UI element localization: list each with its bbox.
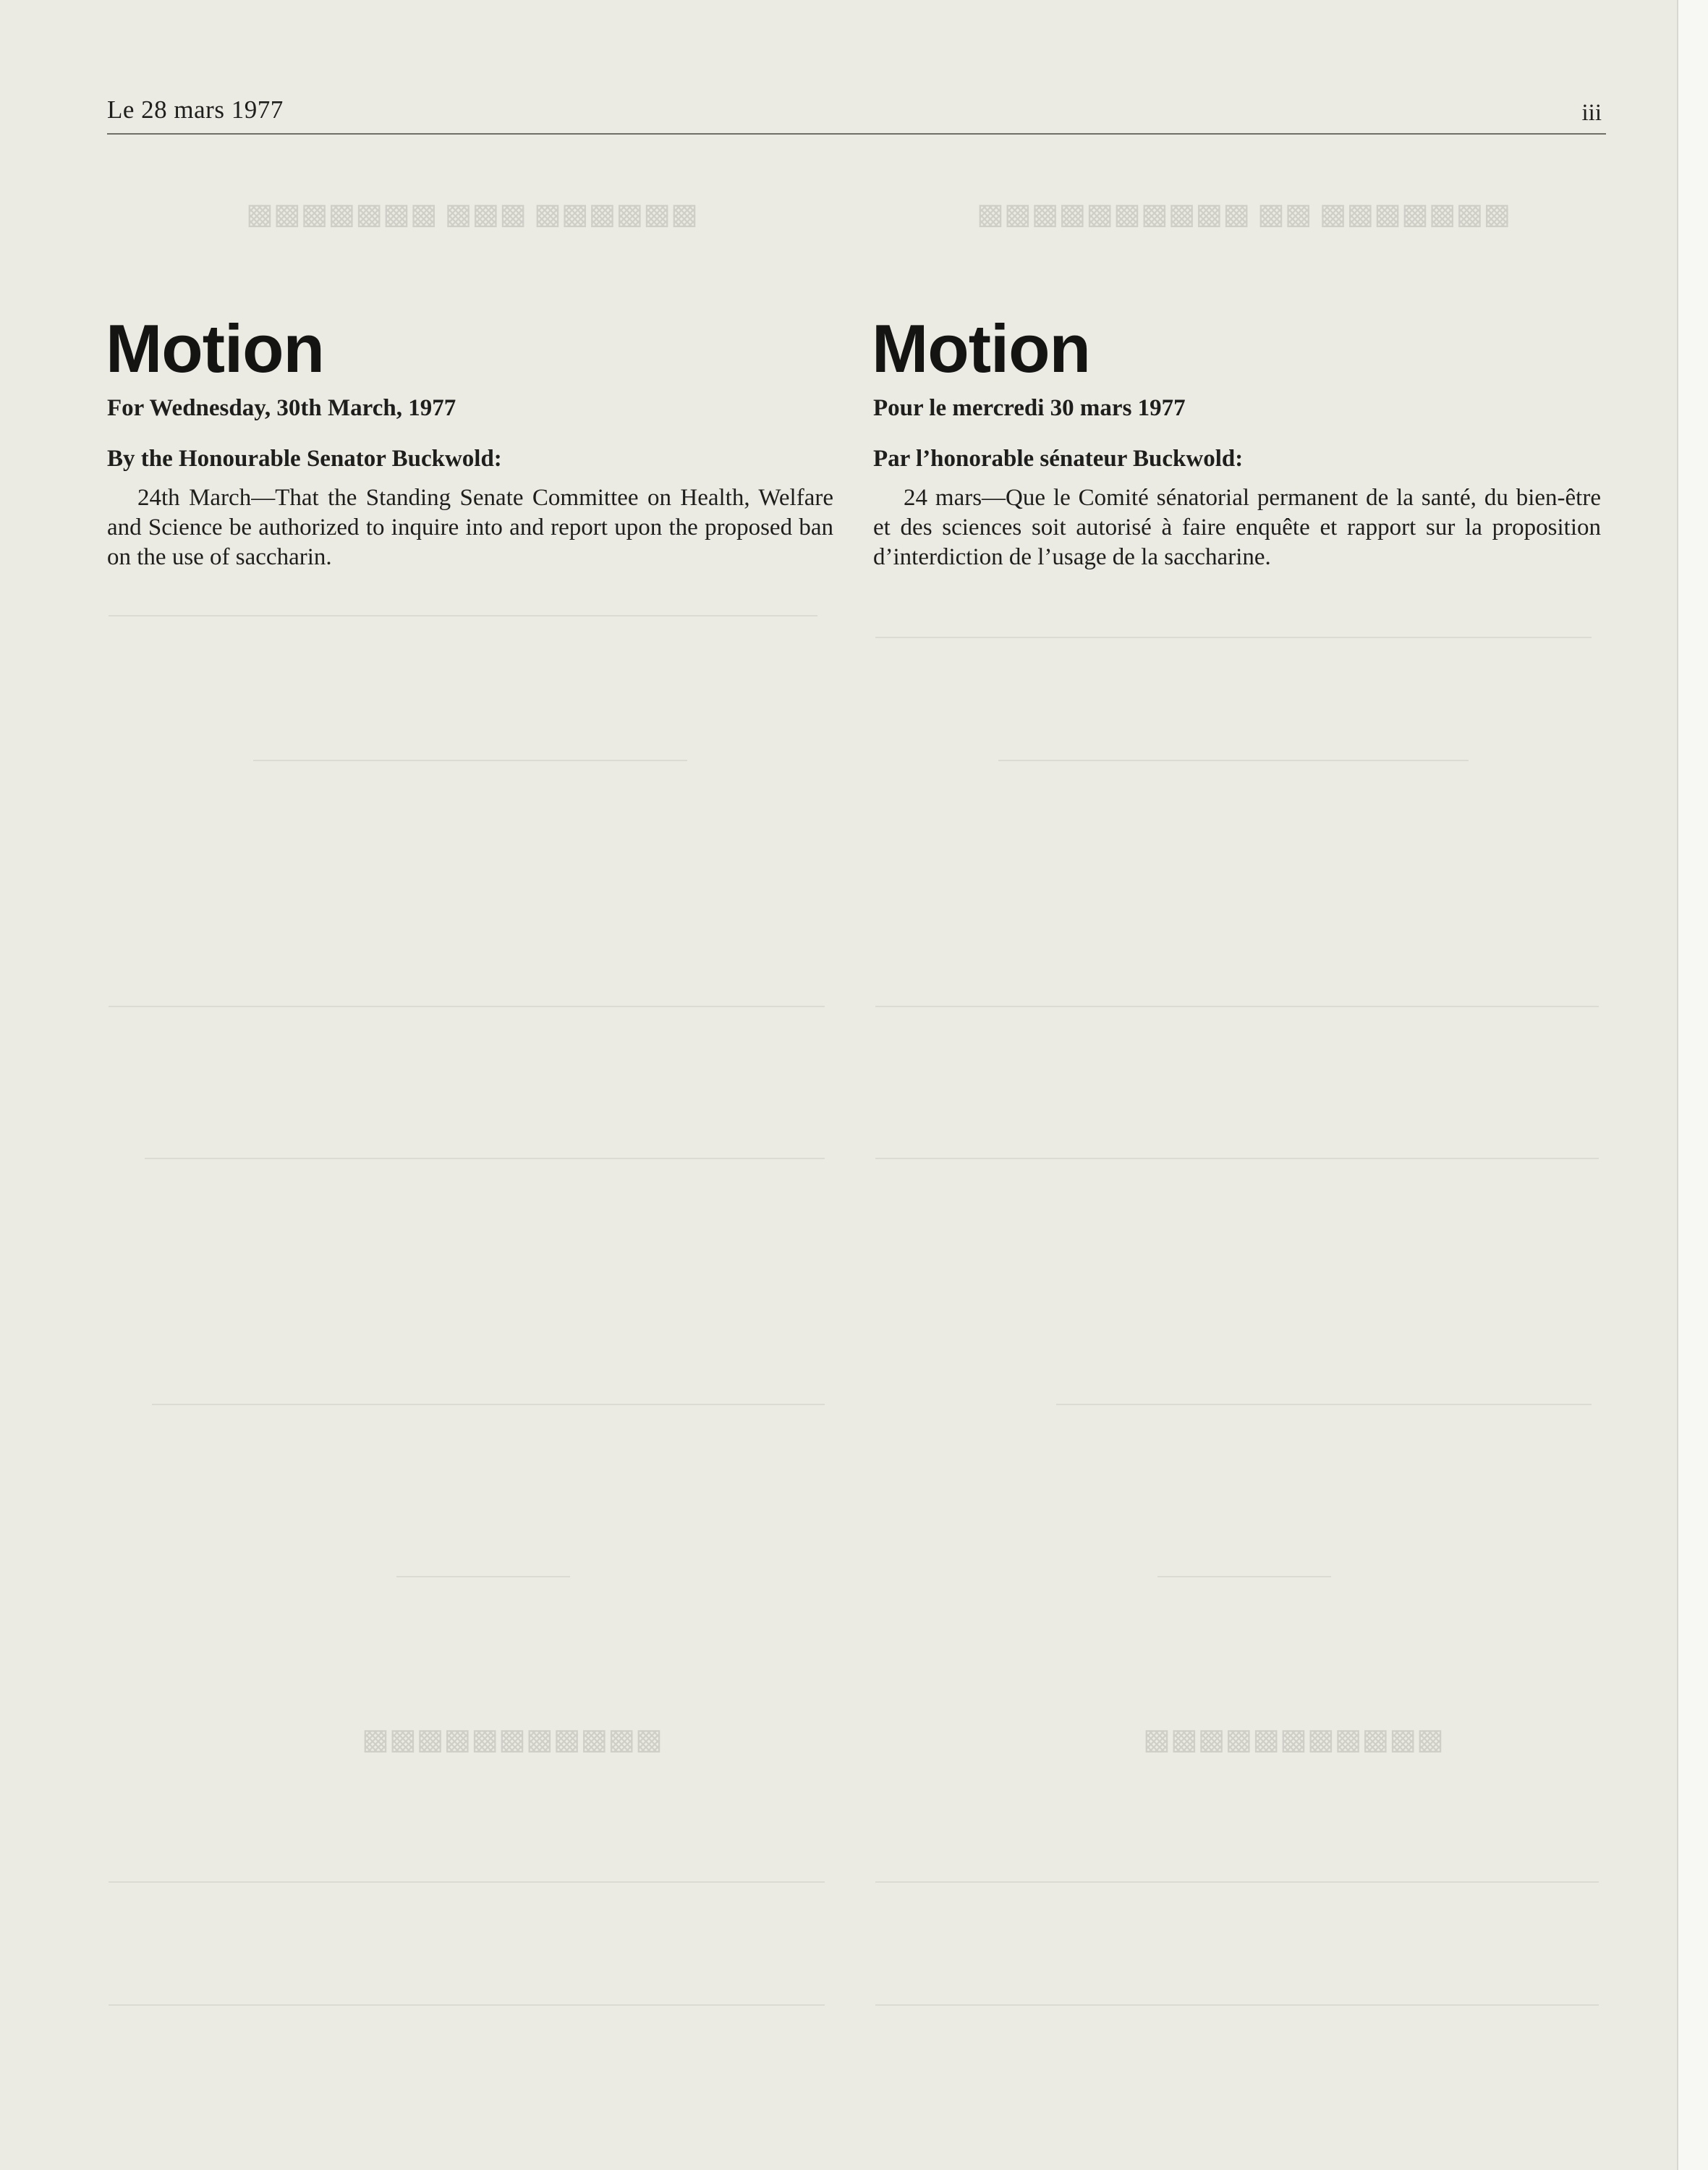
bleed-line: ▩▩▩▩▩▩▩ ▩▩ ▩▩▩▩▩▩▩▩▩▩ — [977, 198, 1511, 230]
motion-heading: Motion — [106, 310, 324, 386]
motion-heading: Motion — [872, 310, 1090, 386]
motion-senator-line: Par l’honorable sénateur Buckwold: — [873, 446, 1244, 472]
motion-text: 24 mars—Que le Comité sénatorial permanent de la santé, du bien-être et des sciences soit autorisé à faire enquête et rapport sur la proposition d’interdiction de l’usage de la saccharine. — [873, 485, 1601, 570]
bleed-line: ▩▩▩▩▩▩▩▩▩▩▩ — [362, 1723, 663, 1755]
bleed-line: ▩▩▩▩▩▩ ▩▩▩ ▩▩▩▩▩▩▩ — [246, 198, 698, 230]
bleed-line: ▩▩▩▩▩▩▩▩▩▩▩ — [1143, 1723, 1444, 1755]
motion-date-line: For Wednesday, 30th March, 1977 — [107, 395, 456, 421]
english-motion-column — [107, 311, 833, 572]
motion-text: 24th March—That the Standing Senate Committee on Health, Welfare and Science be authorized to inquire into and report upon the proposed ban on the use of saccharin. — [107, 485, 833, 570]
page-right-margin — [1678, 0, 1708, 2170]
header-date: Le 28 mars 1977 — [107, 96, 284, 124]
page-number: iii — [1581, 100, 1602, 126]
motion-date-line: Pour le mercredi 30 mars 1977 — [873, 395, 1186, 421]
running-header — [107, 96, 1606, 135]
motion-senator-line: By the Honourable Senator Buckwold: — [107, 446, 502, 472]
french-motion-column — [873, 311, 1601, 572]
